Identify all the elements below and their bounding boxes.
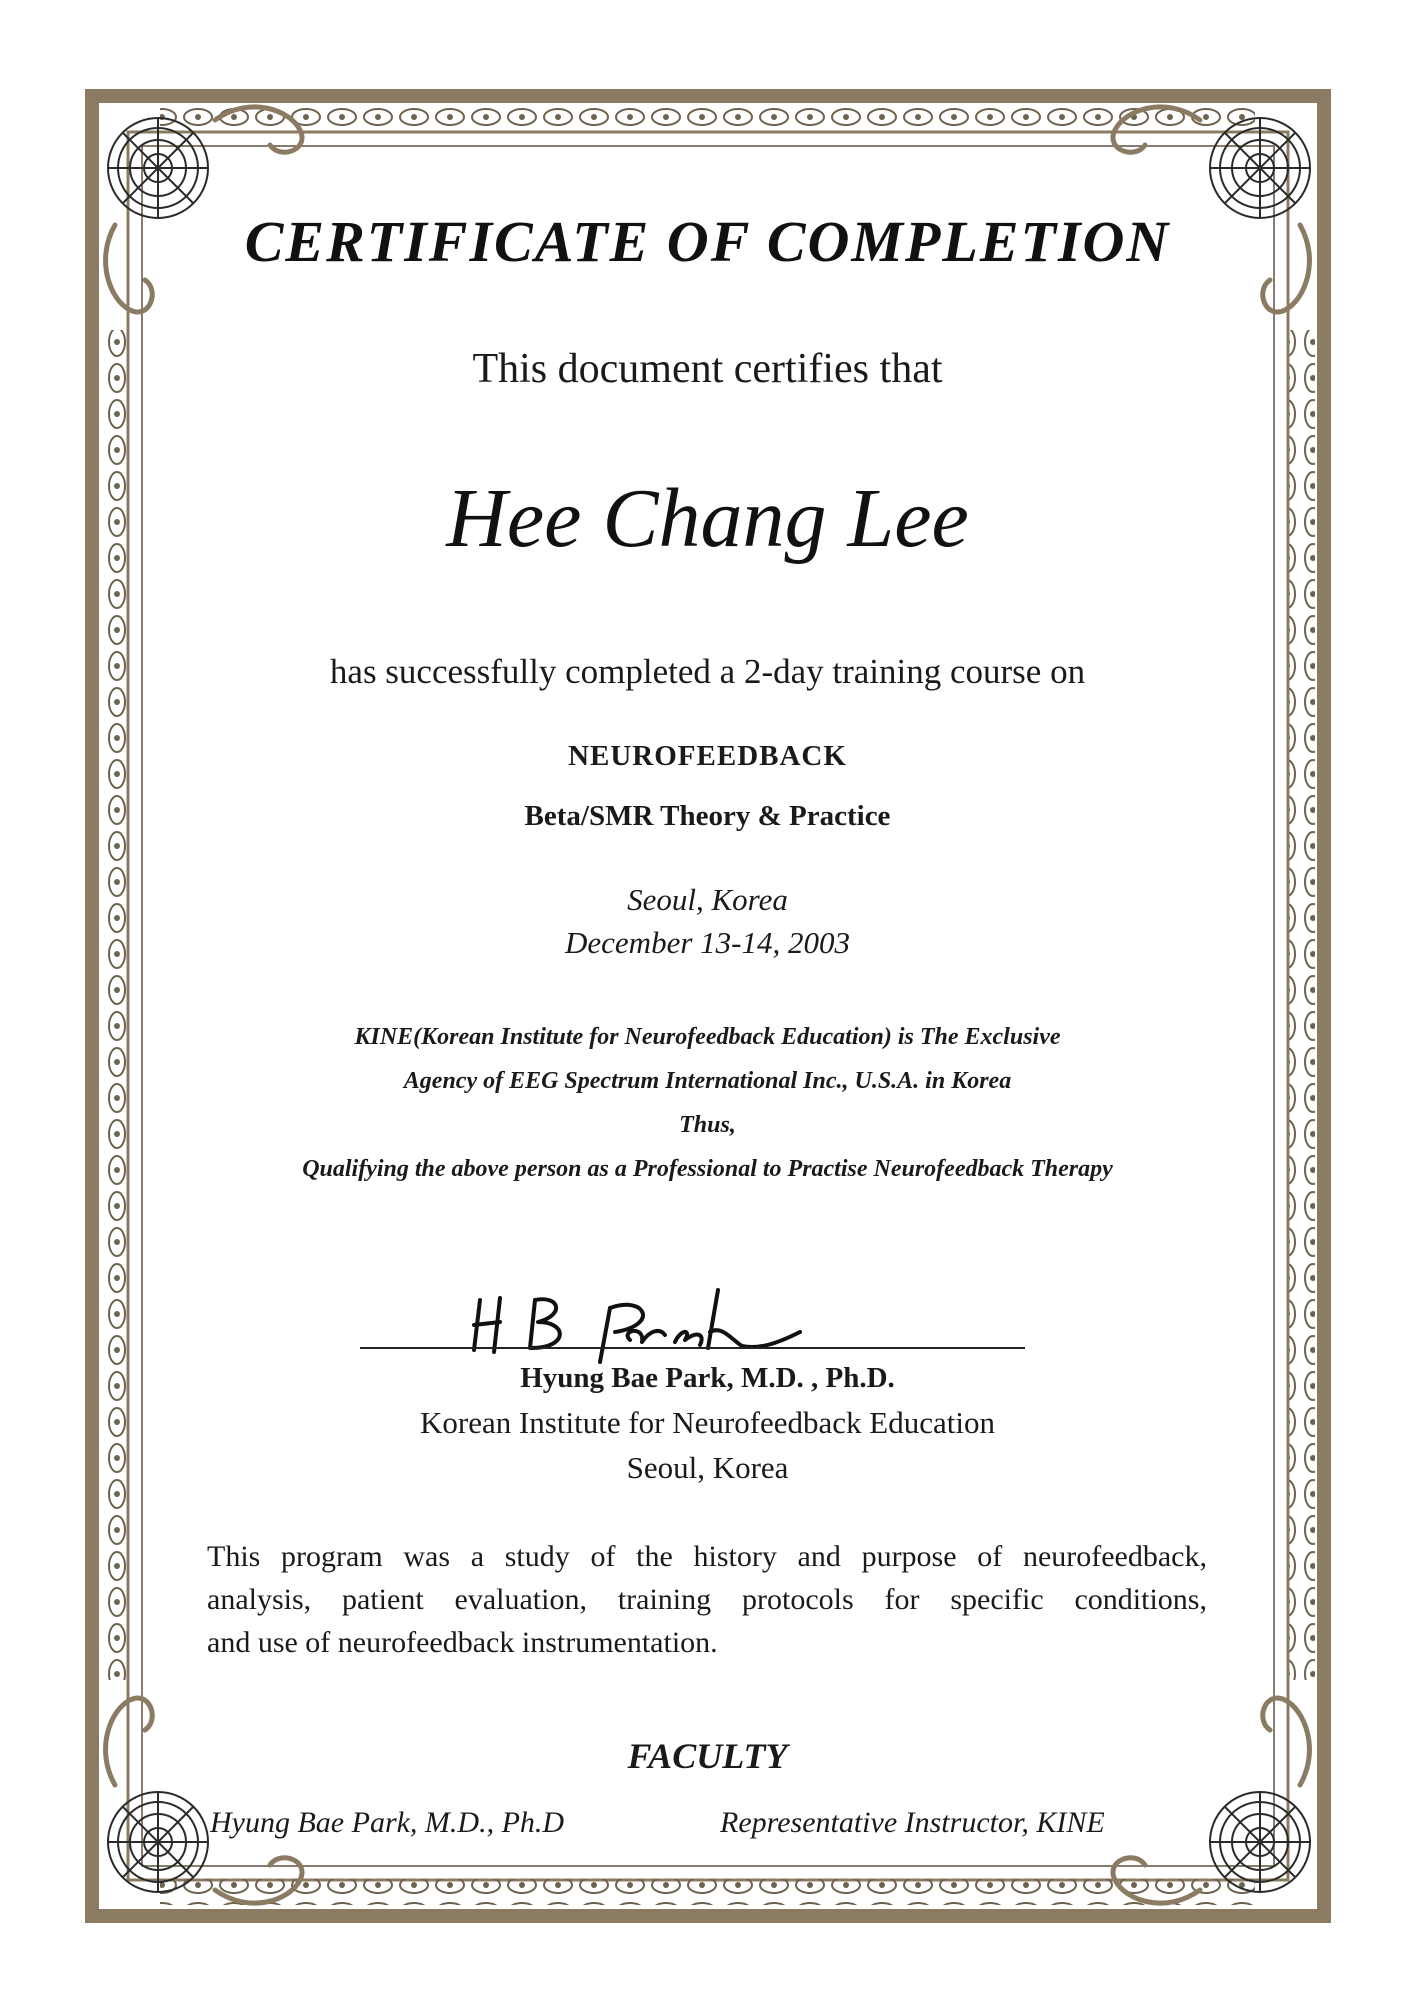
course-name: NEUROFEEDBACK	[568, 740, 847, 772]
course-location: Seoul, Korea	[627, 882, 788, 917]
handwritten-signature	[460, 1270, 820, 1365]
description-line: analysis, patient evaluation, training protocols for specific conditions,	[207, 1583, 1207, 1616]
faculty-name: Hyung Bae Park, M.D., Ph.D	[210, 1806, 565, 1839]
program-description	[207, 1535, 1207, 1664]
description-line: This program was a study of the history and purpose of neurofeedback,	[207, 1540, 1207, 1573]
course-subject: Beta/SMR Theory & Practice	[524, 800, 891, 832]
recipient-name: Hee Chang Lee	[446, 472, 969, 565]
certifies-text: This document certifies that	[472, 346, 943, 392]
faculty-heading: FACULTY	[627, 1736, 788, 1776]
faculty-role: Representative Instructor, KINE	[720, 1806, 1105, 1839]
accreditation-statement	[150, 1015, 1265, 1191]
statement-line: Thus,	[679, 1112, 736, 1138]
certificate-title: CERTIFICATE OF COMPLETION	[244, 209, 1171, 274]
statement-line: KINE(Korean Institute for Neurofeedback Education) is The Exclusive	[354, 1024, 1061, 1050]
signer-name: Hyung Bae Park, M.D. , Ph.D.	[520, 1362, 895, 1394]
signer-city: Seoul, Korea	[626, 1450, 789, 1485]
signer-institute: Korean Institute for Neurofeedback Education	[420, 1405, 995, 1440]
statement-line: Qualifying the above person as a Professional to Practise Neurofeedback Therapy	[302, 1156, 1113, 1182]
signature-line	[360, 1347, 1025, 1349]
corner-rosette-bottom-left	[108, 1792, 208, 1892]
corner-rosette-top-right	[1210, 118, 1310, 218]
corner-rosette-bottom-right	[1210, 1792, 1310, 1892]
completion-text: has successfully completed a 2-day training course on	[329, 652, 1086, 691]
description-line: and use of neurofeedback instrumentation.	[207, 1626, 718, 1659]
course-dates: December 13-14, 2003	[565, 925, 850, 960]
corner-rosette-top-left	[108, 118, 208, 218]
statement-line: Agency of EEG Spectrum International Inc., U.S.A. in Korea	[403, 1068, 1012, 1094]
